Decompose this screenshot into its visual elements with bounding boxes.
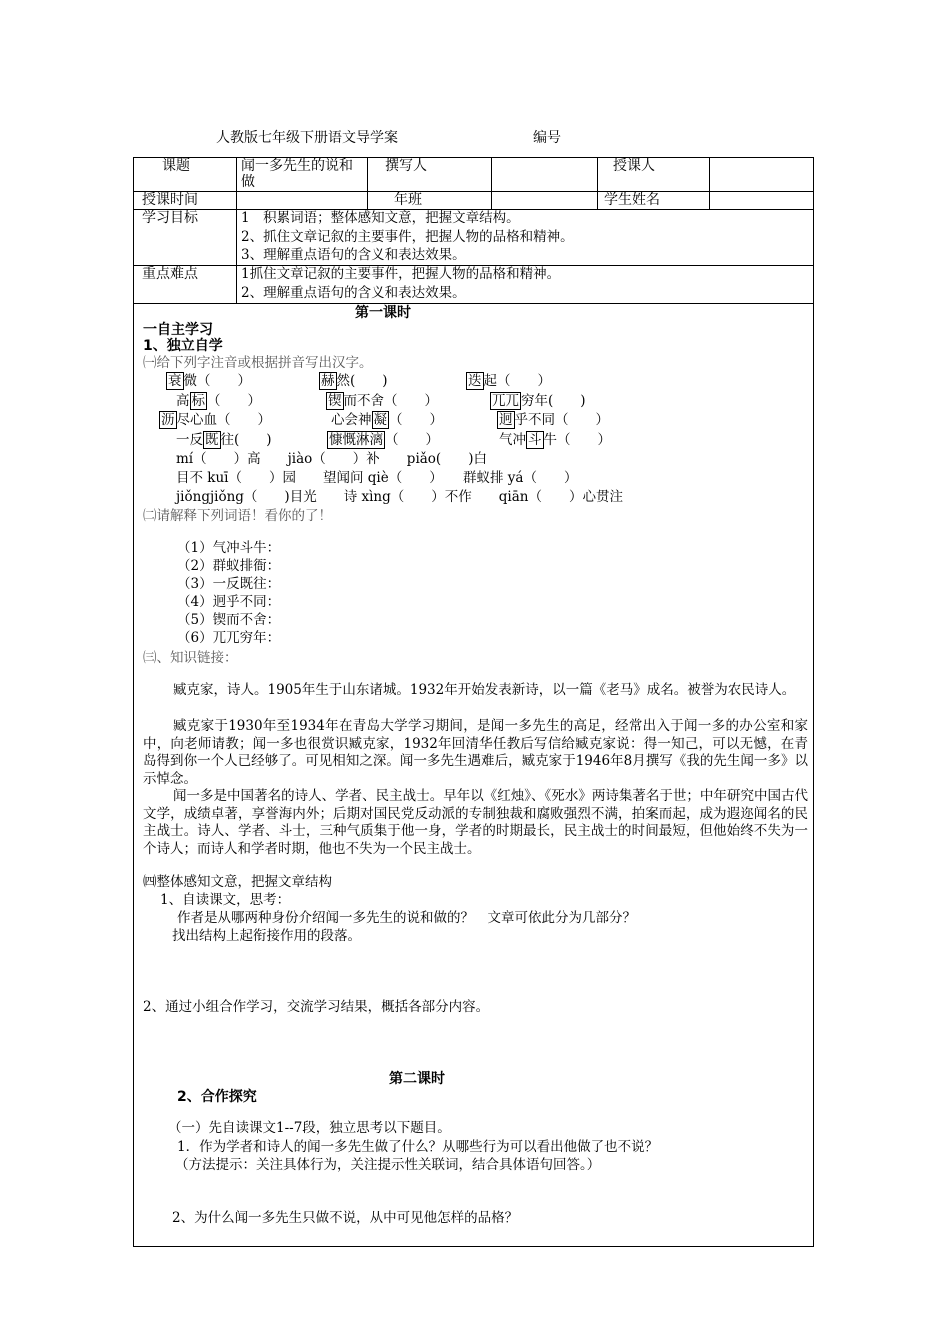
lesson1-title: 第一课时 [355, 305, 411, 321]
goal-item: 2、抓住文章记叙的主要事件，把握人物的品格和精神。 [241, 229, 574, 245]
char-item: 赫 然( ) [321, 373, 388, 389]
student-label: 学生姓名 [604, 192, 660, 208]
time-label: 授课时间 [142, 192, 198, 208]
lesson2-title: 第二课时 [389, 1071, 445, 1087]
term-item: （3）一反既往： [177, 576, 281, 592]
writer-label: 撰写人 [385, 158, 427, 174]
step-1-task: 找出结构上起衔接作用的段落。 [172, 928, 361, 944]
key-item: 2、理解重点语句的含义和表达效果。 [241, 285, 466, 301]
step-1-question: 作者是从哪两种身份介绍闻一多先生的说和做的？ 文章可依此分为几部分？ [177, 910, 636, 926]
lesson2-question-1: 1．作为学者和诗人的闻一多先生做了什么？从哪些行为可以看出他做了也不说？ [177, 1139, 659, 1155]
goal-item: 3、理解重点语句的含义和表达效果。 [241, 247, 466, 263]
course-value: 闻一多先生的说和做 [241, 158, 353, 190]
question-4: ㈣整体感知文意，把握文章结构 [143, 874, 332, 890]
course-label: 课题 [162, 158, 190, 174]
char-item: 迭 起（ ） [468, 373, 551, 389]
pinyin-row: jiǒngjiǒng（ )目光 诗 xìng（ ）不作 qiān（ ）心贯注 [176, 489, 623, 505]
char-item: 气冲 斗 牛（ ） [499, 432, 611, 448]
goal-item: 1 积累词语；整体感知文意，把握文章结构。 [241, 210, 520, 226]
char-item: 高 标 （ ） [176, 393, 261, 409]
paragraph-3: 闻一多是中国著名的诗人、学者、民主战士。早年以《红烛》、《死水》两诗集著名于世；中年研究中国古代文学，成绩卓著，享誉海内外；后期对国民党反动派的专制独裁和腐败强烈不满，拍案而起，成为遐迩闻名的民主战士。诗人、学者、斗士，三种气质集于他一身，学者的时期最长，民主战士的时间最短，但他始终不失为一个诗人；而诗人和学者时期，他也不失为一个民主战士。 [143, 788, 808, 857]
paragraph-1: 臧克家，诗人。1905年生于山东诸城。1932年开始发表新诗，以一篇《老马》成名。被誉为农民诗人。 [173, 682, 796, 698]
question-1: ㈠给下列字注音或根据拼音写出汉字。 [143, 355, 373, 371]
class-label: 年班 [394, 192, 422, 208]
term-item: （6）兀兀穷年： [177, 630, 281, 646]
pinyin-row: mí（ ）高 jiào（ ）补 piǎo( )白 [176, 451, 487, 467]
char-item: 心会神 凝 （ ） [331, 412, 443, 428]
section-title: 一自主学习 [143, 322, 213, 338]
key-item: 1抓住文章记叙的主要事件，把握人物的品格和精神。 [241, 266, 561, 282]
char-item: 沥 尽心血（ ） [161, 412, 271, 428]
number-label: 编号 [533, 130, 561, 146]
paragraph-2: 臧克家于1930年至1934年在青岛大学学习期间，是闻一多先生的高足，经常出入于闻一多的办公室和家中，向老师请教；闻一多也很赏识臧克家，1932年回清华任教后写信给臧克家说：得一知己，可以无憾，在青岛得到你一个人已经够了。可见相知之深。闻一多先生遇难后，臧克家于1946年8月撰写《我的先生闻一多》以示悼念。 [143, 718, 808, 787]
char-item: 兀兀 穷年( ) [492, 393, 586, 409]
lesson2-intro: （一）先自读课文1--7段，独立思考以下题目。 [168, 1120, 451, 1136]
lesson2-question-2: 2、为什么闻一多先生只做不说，从中可见他怎样的品格？ [172, 1210, 519, 1226]
question-2: ㈡请解释下列词语！看你的了！ [143, 508, 332, 524]
key-label: 重点难点 [142, 266, 198, 282]
pinyin-row: 目不 kuī（ ）园 望闻问 qiè（ ） 群蚁排 yá（ ） [176, 470, 578, 486]
char-item: 衰 微（ ） [168, 373, 251, 389]
subsection-title: 1、独立自学 [143, 338, 223, 354]
char-item: 锲 而不舍（ ） [328, 393, 438, 409]
step-1: 1、自读课文，思考： [160, 892, 291, 908]
term-item: （4）迥乎不同： [177, 594, 281, 610]
question-3: ㈢、知识链接： [143, 650, 238, 666]
document-title: 人教版七年级下册语文导学案 [216, 130, 398, 146]
goals-label: 学习目标 [142, 210, 198, 226]
method-hint: （方法提示：关注具体行为，关注提示性关联词，结合具体语句回答。） [175, 1157, 601, 1173]
char-item: 迥 乎不同（ ） [499, 412, 609, 428]
teacher-label: 授课人 [613, 158, 655, 174]
term-item: （1）气冲斗牛： [177, 540, 281, 556]
char-item: 慷慨淋漓 （ ） [329, 432, 439, 448]
term-item: （5）锲而不舍： [177, 612, 281, 628]
step-2: 2、通过小组合作学习，交流学习结果，概括各部分内容。 [143, 999, 490, 1015]
section-title: 2、合作探究 [177, 1089, 257, 1105]
term-item: （2）群蚁排衙： [177, 558, 281, 574]
char-item: 一反 既 往( ) [176, 432, 272, 448]
